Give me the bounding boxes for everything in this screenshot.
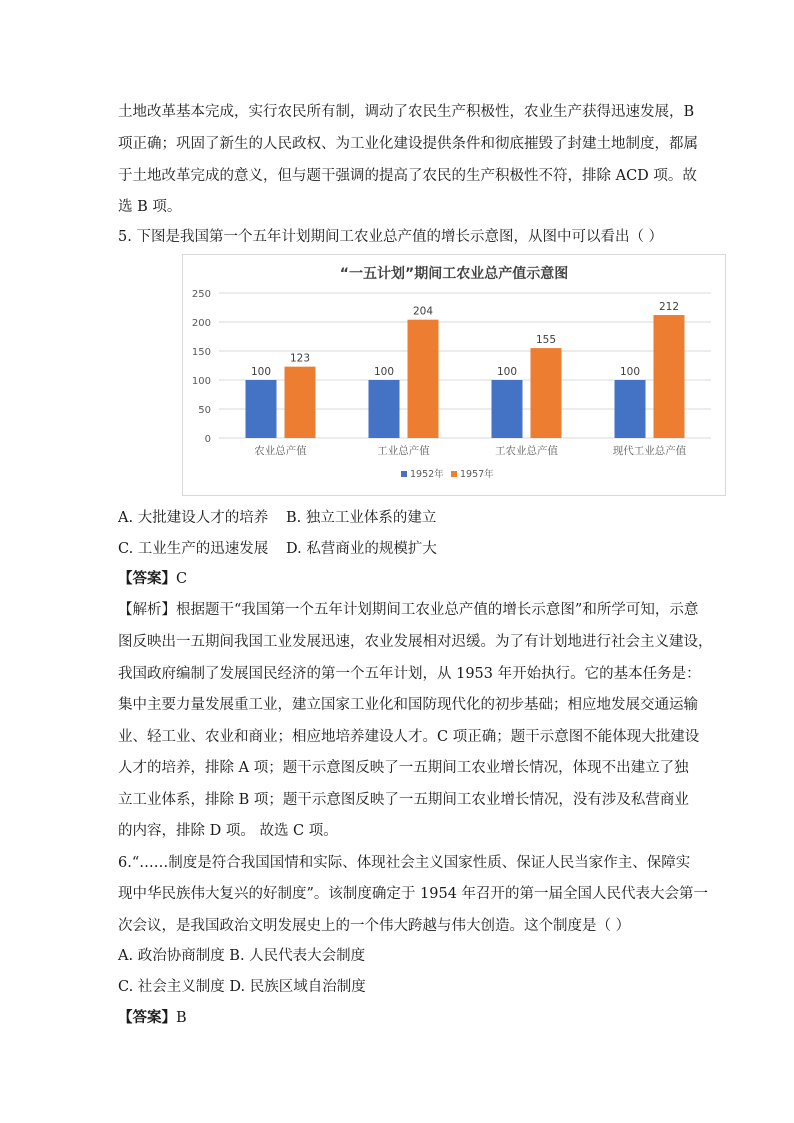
question-6-options-row-2[interactable]: C. 社会主义制度 D. 民族区域自治制度 (118, 979, 366, 995)
legend-swatch (451, 471, 457, 477)
analysis-line: 的内容，排除 D 项。 故选 C 项。 (118, 823, 338, 839)
question-6-answer (118, 1008, 187, 1028)
question-6-stem-line: 次会议，是我国政治文明发展史上的一个伟大跨越与伟大创造。这个制度是（ ） (118, 918, 631, 934)
bar (285, 367, 316, 438)
y-tick-label: 50 (198, 405, 211, 416)
option-b[interactable]: B. 独立工业体系的建立 (286, 510, 437, 526)
bar-chart-svg (183, 255, 725, 495)
data-label: 100 (373, 366, 395, 378)
analysis-line: 业、轻工业、农业和商业；相应地培养建设人才。C 项正确；题干示意图不能体现大批建设 (118, 729, 700, 745)
bar (531, 348, 562, 438)
analysis-line: 【解析】根据题干“我国第一个五年计划期间工农业总产值的增长示意图”和所学可知，示意 (118, 602, 699, 618)
x-tick-label: 现代工业总产值 (612, 445, 687, 457)
analysis-line: 人才的培养，排除 A 项；题干示意图反映了一五期间工农业增长情况，体现不出建立了独 (118, 760, 689, 776)
option-c[interactable]: C. 工业生产的迅速发展 (118, 541, 269, 557)
bar (654, 315, 685, 438)
text-line: 选 B 项。 (118, 199, 182, 215)
question-5-stem: 5. 下图是我国第一个五年计划期间工农业总产值的增长示意图，从图中可以看出（ ） (118, 229, 664, 245)
answer-label: 【答案】 (118, 570, 176, 587)
analysis-line: 我国政府编制了发展国民经济的第一个五年计划，从 1953 年开始执行。它的基本任务是： (118, 666, 701, 682)
data-label: 100 (496, 366, 518, 378)
data-label: 123 (289, 352, 311, 365)
answer-value: B (176, 1010, 187, 1026)
answer-value: C (176, 571, 188, 587)
x-tick-label: 工业总产值 (377, 445, 430, 457)
y-tick-label: 100 (191, 376, 211, 387)
question-6-stem-line: 现中华民族伟大复兴的好制度”。该制度确定于 1954 年召开的第一届全国人民代表大会第一 (118, 886, 709, 902)
bar (246, 380, 277, 438)
bar (492, 380, 523, 438)
bar (369, 380, 400, 438)
bar-chart (182, 254, 726, 496)
bar (408, 320, 439, 438)
y-tick-label: 0 (204, 434, 211, 445)
question-5-answer (118, 569, 187, 589)
data-label: 100 (619, 366, 641, 378)
answer-label: 【答案】 (118, 1009, 176, 1026)
legend-label: 1957年 (460, 469, 494, 480)
text-line: 土地改革基本完成，实行农民所有制，调动了农民生产积极性，农业生产获得迅速发展，B (118, 104, 695, 120)
y-tick-label: 250 (191, 289, 211, 300)
question-5-options-row-2 (118, 539, 437, 559)
y-tick-label: 150 (191, 347, 211, 358)
x-tick-label: 工农业总产值 (495, 445, 558, 457)
option-d[interactable]: D. 私营商业的规模扩大 (286, 541, 437, 557)
data-label: 204 (412, 305, 434, 318)
data-label: 155 (535, 334, 557, 347)
y-tick-label: 200 (191, 318, 211, 329)
legend-swatch (401, 471, 407, 477)
analysis-line: 集中主要力量发展重工业，建立国家工业化和国防现代化的初步基础；相应地发展交通运输 (118, 697, 698, 713)
question-6-options-row-1[interactable]: A. 政治协商制度 B. 人民代表大会制度 (118, 948, 366, 964)
legend-label: 1952年 (410, 469, 444, 480)
analysis-line: 图反映出一五期间我国工业发展迅速，农业发展相对迟缓。为了有计划地进行社会主义建设， (118, 634, 713, 650)
data-label: 212 (658, 301, 680, 314)
text-line: 于土地改革完成的意义，但与题干强调的提高了农民的生产积极性不符，排除 ACD 项。故 (118, 168, 697, 184)
x-tick-label: 农业总产值 (254, 445, 307, 457)
option-a[interactable]: A. 大批建设人才的培养 (118, 510, 269, 526)
text-line: 项正确；巩固了新生的人民政权、为工业化建设提供条件和彻底摧毁了封建土地制度，都属 (118, 136, 698, 152)
chart-title: “一五计划”期间工农业总产值示意图 (339, 266, 569, 282)
analysis-line: 立工业体系，排除 B 项；题干示意图反映了一五期间工农业增长情况，没有涉及私营商业 (118, 792, 689, 808)
data-label: 100 (250, 366, 272, 378)
bar (615, 380, 646, 438)
question-6-stem-line: 6.“……制度是符合我国国情和实际、体现社会主义国家性质、保证人民当家作主、保障实 (118, 855, 691, 871)
question-5-options-row-1 (118, 508, 436, 528)
